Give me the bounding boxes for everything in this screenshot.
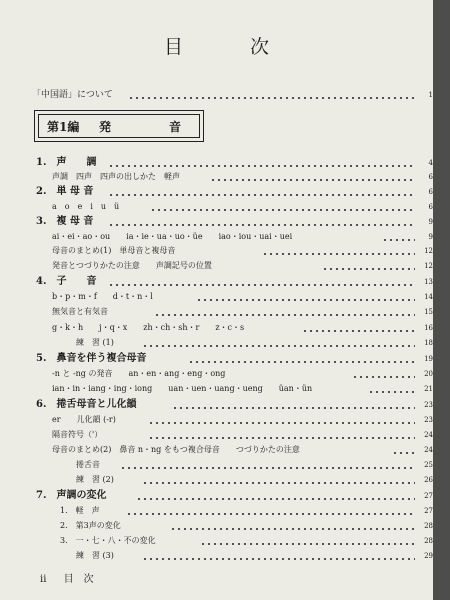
toc-entry[interactable] <box>0 200 433 214</box>
toc-chapter[interactable] <box>0 215 433 229</box>
toc-label: ian・in・iang・ing・iong uan・uen・uang・ueng üan・ün <box>52 382 315 396</box>
toc-label: 2. 第3声の変化 <box>60 519 124 533</box>
dot-leader <box>142 482 415 484</box>
toc-page-number: 28 <box>422 519 433 533</box>
toc-label: 4. 子 音 <box>36 275 99 289</box>
toc-entry[interactable] <box>0 290 433 304</box>
toc-label: 発音とつづりかたの注意 声調記号の位置 <box>52 259 215 273</box>
toc-label: 捲舌音 <box>76 458 103 472</box>
toc-label: 隔音符号（'） <box>52 428 105 442</box>
dot-leader <box>108 194 415 196</box>
toc-chapter[interactable] <box>0 156 433 170</box>
toc-entry[interactable] <box>0 549 433 563</box>
toc-page-number: 9 <box>427 215 433 229</box>
dot-leader <box>142 345 415 347</box>
toc-label: 練 習 (1) <box>76 336 117 350</box>
toc-label: 1. 軽 声 <box>60 504 103 518</box>
dot-leader <box>170 528 415 530</box>
dot-leader <box>108 284 415 286</box>
toc-page-number: 20 <box>422 367 433 381</box>
toc-label: -n と -ng の発音 an・en・ang・eng・ong <box>52 367 228 381</box>
toc-label: g・k・h j・q・x zh・ch・sh・r z・c・s <box>52 321 247 335</box>
toc-label: 7. 声調の変化 <box>36 489 109 503</box>
toc-page-number: 18 <box>422 336 433 350</box>
toc-label: 母音のまとめ(1) 単母音と複母音 <box>52 244 178 258</box>
part-heading <box>34 110 204 142</box>
toc-page-number: 9 <box>427 230 433 244</box>
dot-leader <box>382 239 415 241</box>
toc-label: b・p・m・f d・t・n・l <box>52 290 156 304</box>
dot-leader <box>128 97 415 99</box>
toc-entry-intro[interactable] <box>0 88 433 102</box>
toc-label: a o e i u ü <box>52 200 122 214</box>
dot-leader <box>200 543 415 545</box>
toc-page-number: 1 <box>427 88 433 102</box>
toc-entry[interactable] <box>0 504 433 518</box>
dot-leader <box>120 467 415 469</box>
footer <box>40 570 108 585</box>
toc-page-number: 6 <box>427 200 433 214</box>
toc-entry[interactable] <box>0 534 433 548</box>
toc-label: 1. 声 調 <box>36 156 99 170</box>
page-title: 目 次 <box>163 36 293 58</box>
part-title-2: 音 <box>169 120 182 134</box>
toc-label: er 儿化韻 (-r) <box>52 413 119 427</box>
toc-label: 声調 四声 四声の出しかた 軽声 <box>52 170 183 184</box>
toc-chapter[interactable] <box>0 352 433 366</box>
dot-leader <box>142 558 415 560</box>
toc-chapter[interactable] <box>0 275 433 289</box>
toc-page-number: 14 <box>422 290 433 304</box>
dot-leader <box>322 268 415 270</box>
dot-leader <box>148 422 415 424</box>
toc-page-number: 23 <box>422 413 433 427</box>
toc-label: 3. 複 母 音 <box>36 215 96 229</box>
toc-label: 練 習 (2) <box>76 473 117 487</box>
toc-label: 練 習 (3) <box>76 549 117 563</box>
dot-leader <box>368 391 415 393</box>
dot-leader <box>108 165 415 167</box>
toc-page-number: 27 <box>422 504 433 518</box>
footer-title: 目 次 <box>63 574 94 585</box>
toc-label: 5. 鼻音を伴う複合母音 <box>36 352 149 366</box>
toc-page-number: 28 <box>422 534 433 548</box>
dot-leader <box>150 209 415 211</box>
toc-page-number: 29 <box>422 549 433 563</box>
dot-leader <box>154 314 415 316</box>
toc-page-number: 27 <box>422 489 433 503</box>
toc-label: 無気音と有気音 <box>52 305 111 319</box>
toc-chapter[interactable] <box>0 398 433 412</box>
toc-page-number: 23 <box>422 398 433 412</box>
toc-entry[interactable] <box>0 321 433 335</box>
toc-page-number: 6 <box>427 170 433 184</box>
dot-leader <box>302 330 415 332</box>
footer-page-number: ii <box>40 574 47 585</box>
toc-entry[interactable] <box>0 170 433 184</box>
toc-page-number: 12 <box>422 259 433 273</box>
dot-leader <box>352 376 415 378</box>
toc-page-number: 19 <box>422 352 433 366</box>
part-title-1: 発 <box>99 120 112 134</box>
dot-leader <box>172 407 415 409</box>
toc-label: 3. 一・七・八・不の変化 <box>60 534 159 548</box>
dot-leader <box>188 361 415 363</box>
page-edge <box>433 0 450 600</box>
toc-entry[interactable] <box>0 382 433 396</box>
toc-label: 母音のまとめ(2) 鼻音 n・ng をもつ複合母音 つづりかたの注意 <box>52 443 303 457</box>
toc-entry[interactable] <box>0 428 433 442</box>
toc-page-number: 12 <box>422 244 433 258</box>
toc-entry[interactable] <box>0 458 433 472</box>
toc-entry[interactable] <box>0 473 433 487</box>
toc-page-number: 15 <box>422 305 433 319</box>
toc-page-number: 26 <box>422 473 433 487</box>
toc-page-number: 4 <box>427 156 433 170</box>
toc-page-number: 13 <box>422 275 433 289</box>
toc-entry[interactable] <box>0 244 433 258</box>
toc-label: 6. 捲舌母音と儿化韻 <box>36 398 139 412</box>
toc-label: ai・ei・ao・ou ia・ie・ua・uo・üe iao・iou・uai・uei <box>52 230 295 244</box>
toc-label: 2. 単 母 音 <box>36 185 96 199</box>
toc-page-number: 21 <box>422 382 433 396</box>
toc-entry[interactable] <box>0 230 433 244</box>
dot-leader <box>210 179 415 181</box>
dot-leader <box>126 513 415 515</box>
toc-entry[interactable] <box>0 336 433 350</box>
dot-leader <box>262 253 415 255</box>
toc-page-number: 24 <box>422 443 433 457</box>
part-number: 第1編 <box>47 120 80 134</box>
toc-entry[interactable] <box>0 519 433 533</box>
dot-leader <box>148 437 415 439</box>
toc-chapter[interactable] <box>0 489 433 503</box>
toc-page-number: 6 <box>427 185 433 199</box>
toc-entry[interactable] <box>0 367 433 381</box>
toc-entry[interactable] <box>0 413 433 427</box>
toc-page-number: 24 <box>422 428 433 442</box>
dot-leader <box>108 224 415 226</box>
toc-page-number: 25 <box>422 458 433 472</box>
toc-page-number: 16 <box>422 321 433 335</box>
toc-entry[interactable] <box>0 259 433 273</box>
toc-entry[interactable] <box>0 443 433 457</box>
dot-leader <box>392 452 415 454</box>
dot-leader <box>196 299 415 301</box>
toc-chapter[interactable] <box>0 185 433 199</box>
toc-entry[interactable] <box>0 305 433 319</box>
toc-label: 「中国語」について <box>32 88 116 102</box>
dot-leader <box>136 498 415 500</box>
